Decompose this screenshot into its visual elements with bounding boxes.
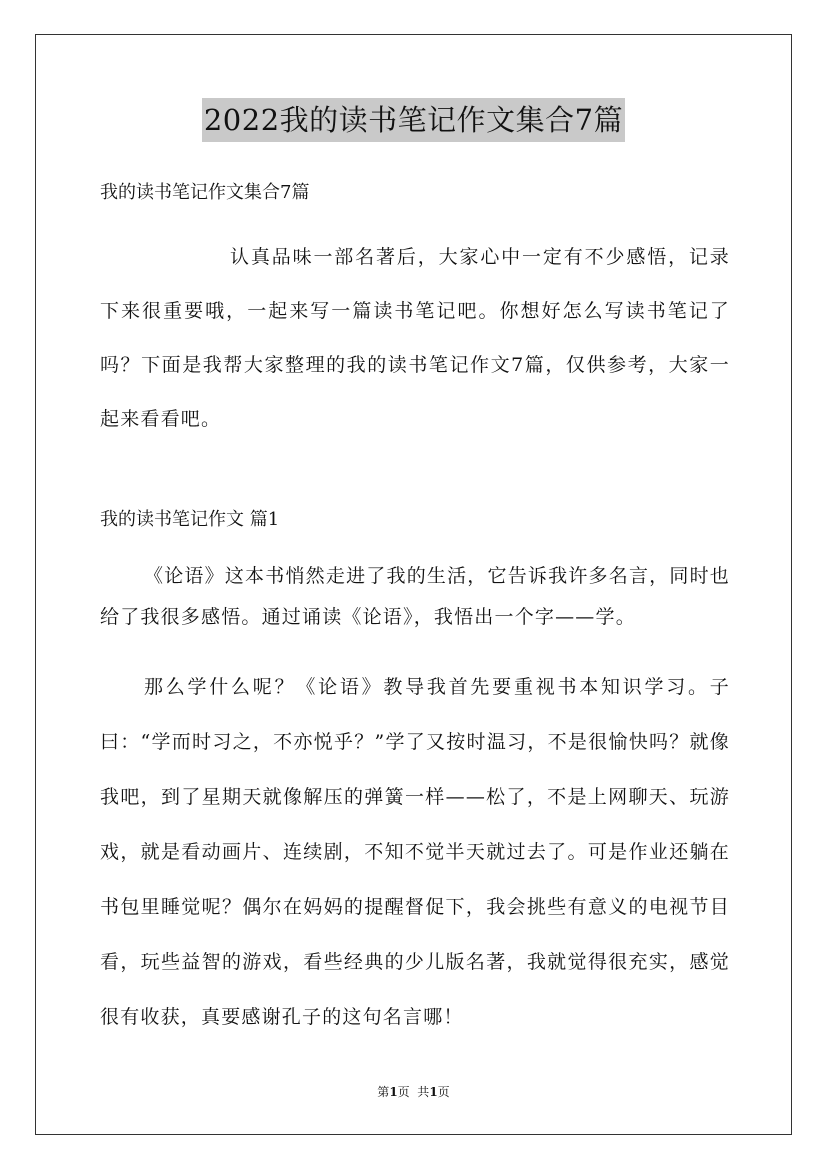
title-container — [0, 98, 827, 142]
intro-paragraph: 认真品味一部名著后，大家心中一定有不少感悟，记录下来很重要哦，一起来写一篇读书笔记吧。你想好怎么写读书笔记了吗？下面是我帮大家整理的我的读书笔记作文7篇，仅供参考，大家一起来看看吧。 — [100, 246, 730, 430]
page-footer — [0, 1083, 827, 1101]
footer-page-suffix: 页 — [437, 1085, 450, 1099]
section-heading: 我的读书笔记作文 篇1 — [100, 509, 280, 530]
footer-page-current: 1 — [389, 1085, 398, 1099]
footer-page-total: 1 — [429, 1085, 438, 1099]
document-title: 2022我的读书笔记作文集合7篇 — [202, 98, 625, 142]
footer-page-mid: 页 共 — [397, 1085, 430, 1099]
body-paragraph-1: 《论语》这本书悄然走进了我的生活，它告诉我许多名言，同时也给了我很多感悟。通过诵读《论语》，我悟出一个字——学。 — [100, 565, 730, 628]
footer-page-prefix: 第 — [377, 1085, 390, 1099]
document-subtitle: 我的读书笔记作文集合7篇 — [100, 182, 310, 203]
body-paragraph-2: 那么学什么呢？《论语》教导我首先要重视书本知识学习。子曰：“学而时习之，不亦悦乎？”学了又按时温习，不是很愉快吗？就像我吧，到了星期天就像解压的弹簧一样——松了，不是上网聊天、玩游戏，就是看动画片、连续剧，不知不觉半天就过去了。可是作业还躺在书包里睡觉呢？偶尔在妈妈的提醒督促下，我会挑些有意义的电视节目看，玩些益智的游戏，看些经典的少儿版名著，我就觉得很充实，感觉很有收获，真要感谢孔子的这句名言哪！ — [100, 676, 730, 1028]
